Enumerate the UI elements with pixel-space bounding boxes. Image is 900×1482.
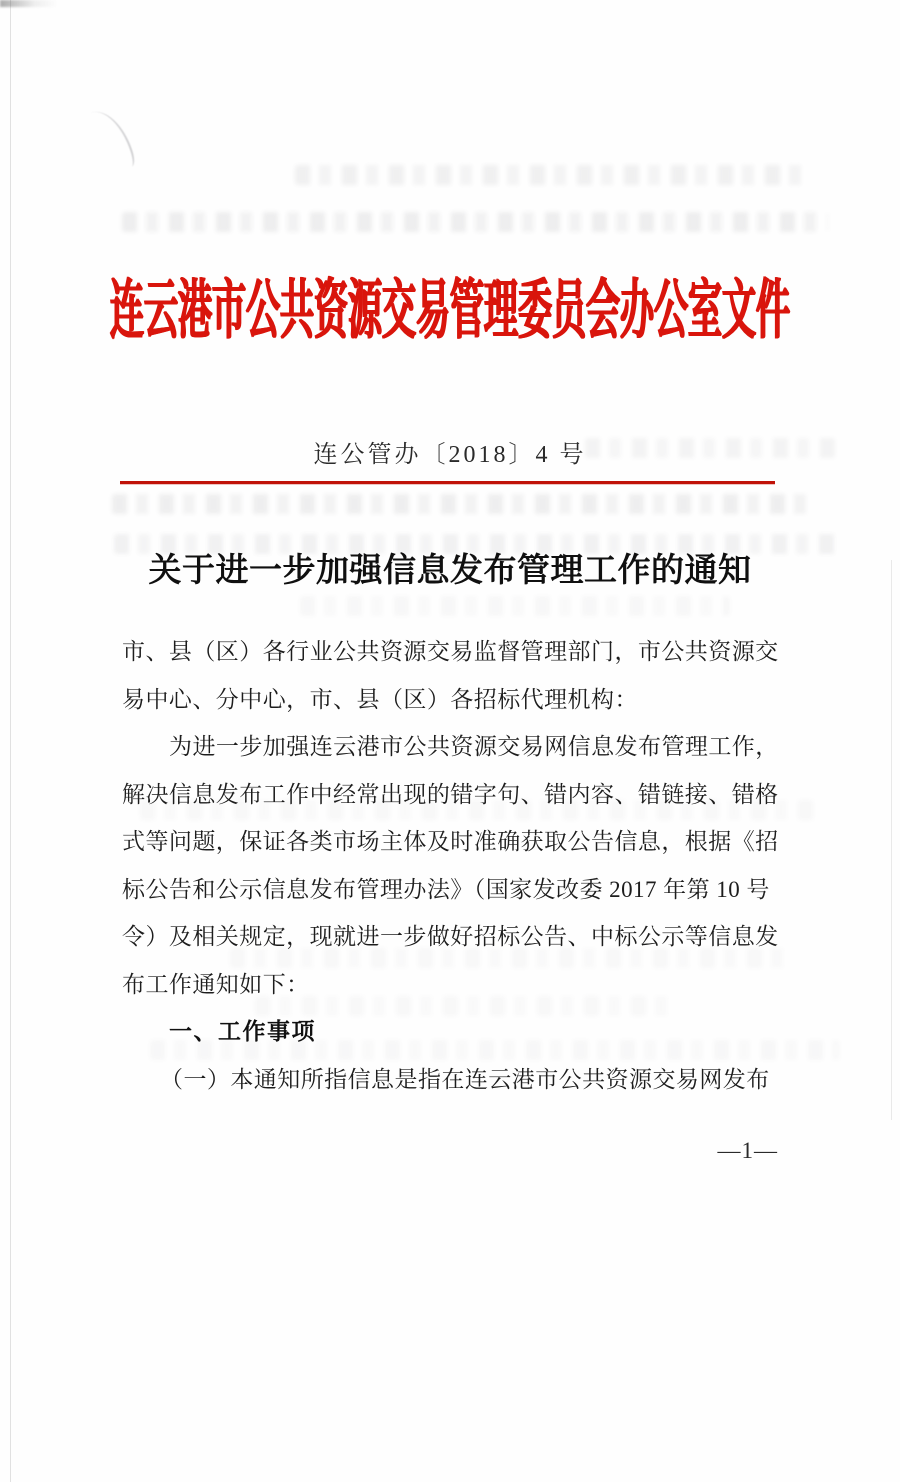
page-number: —1— xyxy=(717,1138,778,1163)
body-line: 为进一步加强连云港市公共资源交易网信息发布管理工作， xyxy=(169,734,779,759)
letterhead-title: 连云港市公共资源交易管理委员会办公室文件 xyxy=(110,277,790,348)
bleedthrough-artifact xyxy=(300,596,730,616)
body-line: 解决信息发布工作中经常出现的错字句、错内容、错链接、错格 xyxy=(122,781,779,807)
paper-edge-right xyxy=(891,560,892,1120)
bleedthrough-artifact xyxy=(295,165,805,185)
red-divider-line xyxy=(120,481,775,484)
bleedthrough-artifact xyxy=(122,212,828,232)
document-title: 关于进一步加强信息发布管理工作的通知 xyxy=(148,553,752,589)
body-line: 市、县（区）各行业公共资源交易监督管理部门，市公共资源交 xyxy=(122,639,779,664)
bleedthrough-artifact xyxy=(112,494,807,514)
body-line: （一）本通知所指信息是指在连云港市公共资源交易网发布 xyxy=(160,1066,770,1092)
body-line: 标公告和公示信息发布管理办法》（国家发改委 2017 年第 10 号 xyxy=(122,876,770,902)
body-line: 令）及相关规定，现就进一步做好招标公告、中标公示等信息发 xyxy=(122,924,779,949)
section-heading: 一、工作事项 xyxy=(169,1018,316,1044)
paper-edge-left xyxy=(10,0,11,1482)
document-number: 连公管办〔2018〕4 号 xyxy=(313,442,587,468)
body-line: 式等问题，保证各类市场主体及时准确获取公告信息，根据《招 xyxy=(122,829,779,854)
scan-corner-smudge xyxy=(0,0,58,7)
body-line: 布工作通知如下： xyxy=(122,971,310,997)
body-line: 易中心、分中心，市、县（区）各招标代理机构： xyxy=(122,686,638,712)
pencil-squiggle-artifact xyxy=(83,104,137,176)
document-body xyxy=(122,628,787,1103)
